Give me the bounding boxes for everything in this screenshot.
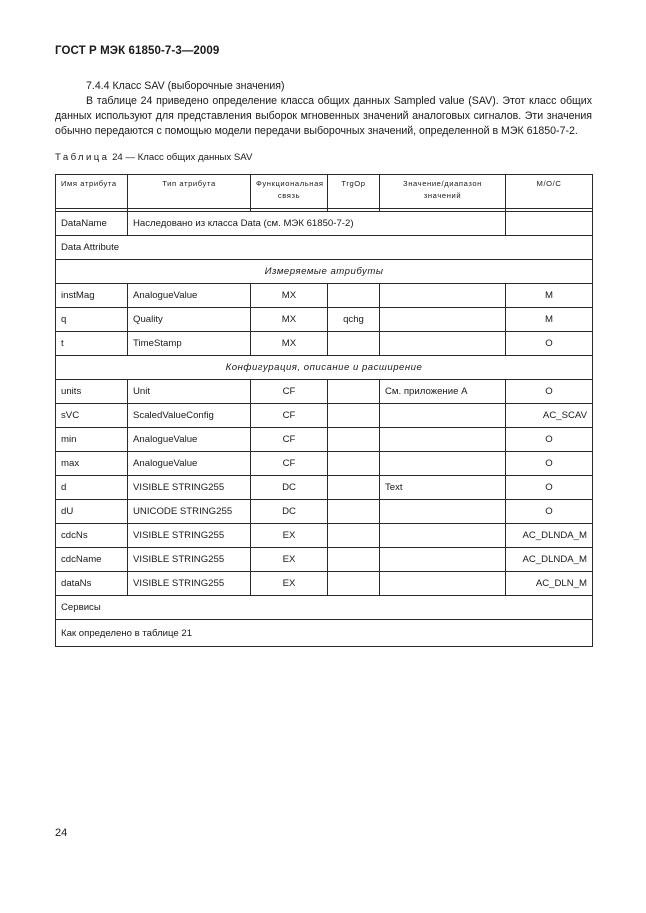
cell-attribute-type: AnalogueValue [128,428,251,452]
cell-moc: AC_DLNDA_M [506,548,593,572]
table-row [56,332,593,356]
cell-trgop [328,404,380,428]
table-row [56,452,593,476]
cell-trgop [328,476,380,500]
cell-trgop [328,548,380,572]
table-row [56,308,593,332]
cell-moc: O [506,428,593,452]
cell-functional-constraint: DC [251,500,328,524]
table-section-config [56,356,593,380]
cell-value-range [380,500,506,524]
cell-value-range [380,572,506,596]
cell-value-range [380,428,506,452]
table-row [56,476,593,500]
cell-attribute-name: min [56,428,128,452]
table-row [56,572,593,596]
column-header-functional-constraint: Функциональная связь [251,175,328,209]
cell-moc: O [506,476,593,500]
document-standard-id: ГОСТ Р МЭК 61850-7-3—2009 [55,45,220,57]
section-configuration: Конфигурация, описание и расширение [56,356,593,380]
cell-value-range [380,308,506,332]
cell-attribute-name: max [56,452,128,476]
services-text: Как определено в таблице 21 [56,620,593,647]
cell-functional-constraint: MX [251,308,328,332]
cell-functional-constraint: DC [251,476,328,500]
cell-moc: M [506,308,593,332]
cell-functional-constraint: EX [251,524,328,548]
cell-attribute-type: TimeStamp [128,332,251,356]
cell-attribute-name: dataNs [56,572,128,596]
cell-moc [506,212,593,236]
cell-moc: AC_SCAV [506,404,593,428]
column-header-moc: M/O/C [506,175,593,209]
table-row [56,380,593,404]
table-header-row [56,175,593,209]
column-header-attribute-name: Имя атрибута [56,175,128,209]
table-caption-title: 24 — Класс общих данных SAV [109,152,253,163]
cell-attribute-name: t [56,332,128,356]
cell-moc: AC_DLNDA_M [506,524,593,548]
page-number: 24 [55,827,68,839]
cell-moc: O [506,332,593,356]
cell-functional-constraint: EX [251,572,328,596]
table-row [56,548,593,572]
cell-attribute-name: q [56,308,128,332]
cell-attribute-name: cdcName [56,548,128,572]
services-label: Сервисы [56,596,593,620]
cell-moc: O [506,380,593,404]
cell-attribute-name: sVC [56,404,128,428]
table-row [56,524,593,548]
cell-attribute-name: DataName [56,212,128,236]
cell-moc: O [506,452,593,476]
cell-functional-constraint: CF [251,404,328,428]
cell-value-range: Text [380,476,506,500]
cell-value-range [380,524,506,548]
table-section-measured [56,260,593,284]
cell-attribute-name: units [56,380,128,404]
section-paragraph: В таблице 24 приведено определение класса общих данных Sampled value (SAV). Этот класс общих данных используют для представления выборок мгновенных значений аналоговых сигналов. Эти значения обычно передаются с помощью модели передачи выборочных значений, определенной в МЭК 61850-7-2. [55,95,592,137]
cell-attribute-type: Unit [128,380,251,404]
data-attribute-label: Data Attribute [56,236,593,260]
table-row-data-attribute [56,236,593,260]
sav-class-table [55,174,593,647]
cell-trgop [328,572,380,596]
cell-trgop [328,428,380,452]
cell-trgop: qchg [328,308,380,332]
table-row-services-text [56,620,593,647]
table-row-dataname [56,212,593,236]
cell-trgop [328,332,380,356]
cell-functional-constraint: MX [251,332,328,356]
cell-attribute-type: VISIBLE STRING255 [128,476,251,500]
cell-value-range [380,332,506,356]
cell-attribute-type: AnalogueValue [128,284,251,308]
cell-functional-constraint: CF [251,452,328,476]
cell-moc: M [506,284,593,308]
cell-moc: O [506,500,593,524]
cell-inherited-from: Наследовано из класса Data (см. МЭК 61850-7-2) [128,212,506,236]
table-caption [55,152,252,163]
cell-attribute-name: cdcNs [56,524,128,548]
cell-attribute-type: VISIBLE STRING255 [128,572,251,596]
table-row-services [56,596,593,620]
cell-attribute-type: ScaledValueConfig [128,404,251,428]
cell-attribute-type: Quality [128,308,251,332]
cell-attribute-type: AnalogueValue [128,452,251,476]
column-header-value-range: Значение/диапазон значений [380,175,506,209]
cell-trgop [328,452,380,476]
table-caption-word: Таблица [55,152,110,163]
cell-attribute-type: UNICODE STRING255 [128,500,251,524]
cell-trgop [328,284,380,308]
section-heading: 7.4.4 Класс SAV (выборочные значения) [86,80,285,92]
cell-moc: AC_DLN_M [506,572,593,596]
cell-value-range [380,452,506,476]
cell-trgop [328,500,380,524]
section-measured-attributes: Измеряемые атрибуты [56,260,593,284]
cell-value-range: См. приложение А [380,380,506,404]
cell-functional-constraint: MX [251,284,328,308]
cell-attribute-name: dU [56,500,128,524]
cell-attribute-name: instMag [56,284,128,308]
cell-functional-constraint: CF [251,428,328,452]
cell-value-range [380,404,506,428]
cell-attribute-type: VISIBLE STRING255 [128,524,251,548]
cell-attribute-name: d [56,476,128,500]
cell-functional-constraint: EX [251,548,328,572]
column-header-trgop: TrgOp [328,175,380,209]
cell-functional-constraint: CF [251,380,328,404]
table-row [56,404,593,428]
table-row [56,428,593,452]
table-row [56,500,593,524]
cell-attribute-type: VISIBLE STRING255 [128,548,251,572]
table-row [56,284,593,308]
cell-value-range [380,284,506,308]
cell-trgop [328,524,380,548]
column-header-attribute-type: Тип атрибута [128,175,251,209]
cell-value-range [380,548,506,572]
cell-trgop [328,380,380,404]
